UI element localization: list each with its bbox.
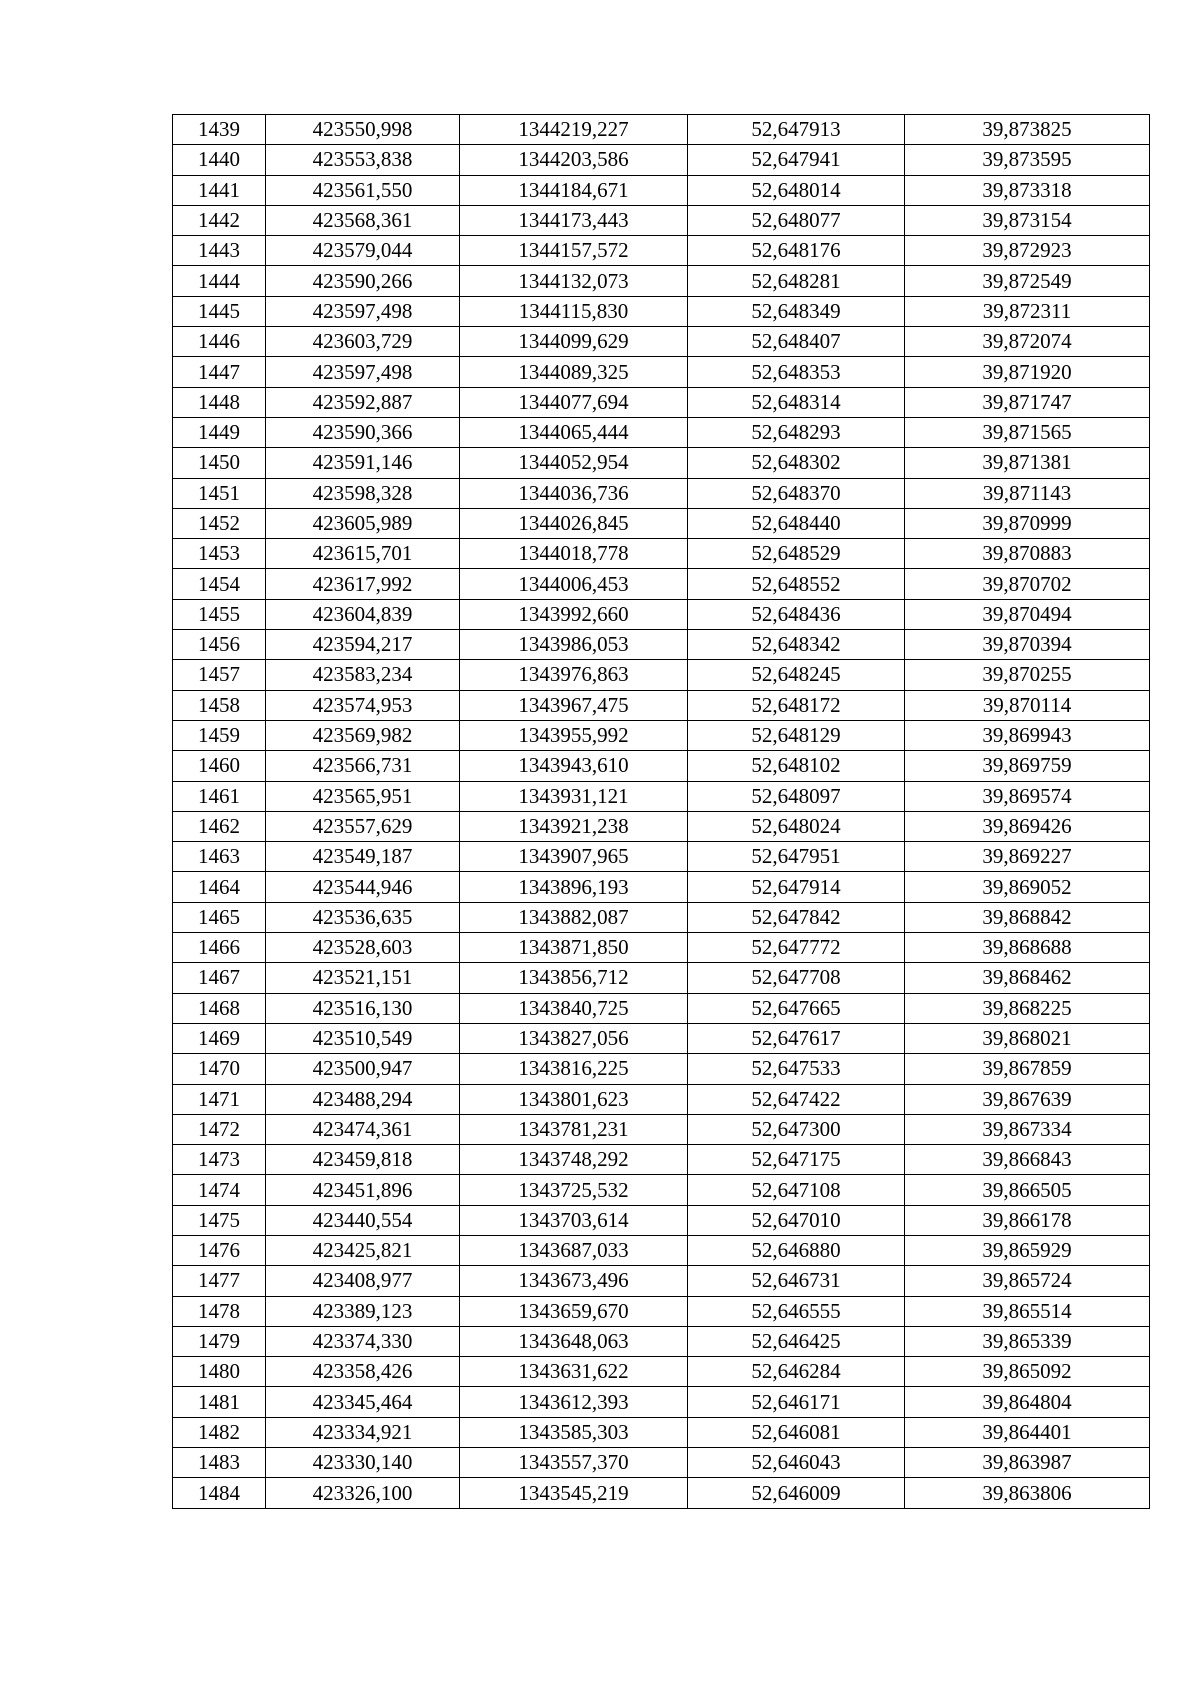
point-number-cell: 1472 [173, 1114, 266, 1144]
table-row [173, 1145, 1150, 1175]
point-number-cell: 1440 [173, 145, 266, 175]
x-coordinate-cell: 423590,366 [266, 417, 460, 447]
y-coordinate-cell: 1343631,622 [460, 1357, 688, 1387]
x-coordinate-cell: 423597,498 [266, 296, 460, 326]
x-coordinate-cell: 423389,123 [266, 1296, 460, 1326]
point-number-cell: 1477 [173, 1266, 266, 1296]
x-coordinate-cell: 423326,100 [266, 1478, 460, 1508]
table-row [173, 933, 1150, 963]
point-number-cell: 1439 [173, 115, 266, 145]
point-number-cell: 1482 [173, 1417, 266, 1447]
y-coordinate-cell: 1343687,033 [460, 1235, 688, 1265]
point-number-cell: 1468 [173, 993, 266, 1023]
longitude-cell: 39,870999 [905, 508, 1150, 538]
x-coordinate-cell: 423451,896 [266, 1175, 460, 1205]
latitude-cell: 52,647708 [688, 963, 905, 993]
table-row [173, 872, 1150, 902]
table-row [173, 175, 1150, 205]
point-number-cell: 1470 [173, 1054, 266, 1084]
y-coordinate-cell: 1343967,475 [460, 690, 688, 720]
latitude-cell: 52,648077 [688, 205, 905, 235]
point-number-cell: 1464 [173, 872, 266, 902]
table-row [173, 1235, 1150, 1265]
y-coordinate-cell: 1343648,063 [460, 1326, 688, 1356]
point-number-cell: 1460 [173, 751, 266, 781]
point-number-cell: 1467 [173, 963, 266, 993]
longitude-cell: 39,865092 [905, 1357, 1150, 1387]
latitude-cell: 52,648129 [688, 720, 905, 750]
y-coordinate-cell: 1344157,572 [460, 236, 688, 266]
point-number-cell: 1476 [173, 1235, 266, 1265]
y-coordinate-cell: 1343781,231 [460, 1114, 688, 1144]
x-coordinate-cell: 423544,946 [266, 872, 460, 902]
x-coordinate-cell: 423553,838 [266, 145, 460, 175]
x-coordinate-cell: 423561,550 [266, 175, 460, 205]
longitude-cell: 39,866843 [905, 1145, 1150, 1175]
x-coordinate-cell: 423408,977 [266, 1266, 460, 1296]
x-coordinate-cell: 423425,821 [266, 1235, 460, 1265]
y-coordinate-cell: 1343931,121 [460, 781, 688, 811]
latitude-cell: 52,647914 [688, 872, 905, 902]
y-coordinate-cell: 1343986,053 [460, 630, 688, 660]
table-row [173, 660, 1150, 690]
longitude-cell: 39,868688 [905, 933, 1150, 963]
point-number-cell: 1469 [173, 1023, 266, 1053]
table-row [173, 842, 1150, 872]
table-row [173, 296, 1150, 326]
x-coordinate-cell: 423549,187 [266, 842, 460, 872]
point-number-cell: 1450 [173, 448, 266, 478]
x-coordinate-cell: 423536,635 [266, 902, 460, 932]
y-coordinate-cell: 1344173,443 [460, 205, 688, 235]
longitude-cell: 39,870494 [905, 599, 1150, 629]
x-coordinate-cell: 423330,140 [266, 1448, 460, 1478]
table-row [173, 1114, 1150, 1144]
longitude-cell: 39,865514 [905, 1296, 1150, 1326]
table-row [173, 417, 1150, 447]
latitude-cell: 52,646425 [688, 1326, 905, 1356]
longitude-cell: 39,871920 [905, 357, 1150, 387]
y-coordinate-cell: 1343725,532 [460, 1175, 688, 1205]
y-coordinate-cell: 1343896,193 [460, 872, 688, 902]
table-row [173, 993, 1150, 1023]
table-row [173, 357, 1150, 387]
table-row [173, 1326, 1150, 1356]
x-coordinate-cell: 423565,951 [266, 781, 460, 811]
point-number-cell: 1474 [173, 1175, 266, 1205]
longitude-cell: 39,869426 [905, 811, 1150, 841]
x-coordinate-cell: 423516,130 [266, 993, 460, 1023]
y-coordinate-cell: 1343871,850 [460, 933, 688, 963]
longitude-cell: 39,869052 [905, 872, 1150, 902]
x-coordinate-cell: 423598,328 [266, 478, 460, 508]
latitude-cell: 52,648353 [688, 357, 905, 387]
table-row [173, 720, 1150, 750]
x-coordinate-cell: 423528,603 [266, 933, 460, 963]
longitude-cell: 39,870114 [905, 690, 1150, 720]
x-coordinate-cell: 423334,921 [266, 1417, 460, 1447]
x-coordinate-cell: 423440,554 [266, 1205, 460, 1235]
table-row [173, 1448, 1150, 1478]
longitude-cell: 39,872923 [905, 236, 1150, 266]
y-coordinate-cell: 1344052,954 [460, 448, 688, 478]
y-coordinate-cell: 1343907,965 [460, 842, 688, 872]
y-coordinate-cell: 1344115,830 [460, 296, 688, 326]
latitude-cell: 52,646555 [688, 1296, 905, 1326]
point-number-cell: 1443 [173, 236, 266, 266]
table-row [173, 811, 1150, 841]
longitude-cell: 39,869574 [905, 781, 1150, 811]
latitude-cell: 52,647842 [688, 902, 905, 932]
point-number-cell: 1452 [173, 508, 266, 538]
y-coordinate-cell: 1344065,444 [460, 417, 688, 447]
y-coordinate-cell: 1343921,238 [460, 811, 688, 841]
table-row [173, 1054, 1150, 1084]
table-row [173, 1357, 1150, 1387]
longitude-cell: 39,872549 [905, 266, 1150, 296]
longitude-cell: 39,866505 [905, 1175, 1150, 1205]
latitude-cell: 52,648440 [688, 508, 905, 538]
point-number-cell: 1465 [173, 902, 266, 932]
point-number-cell: 1449 [173, 417, 266, 447]
latitude-cell: 52,647772 [688, 933, 905, 963]
point-number-cell: 1447 [173, 357, 266, 387]
longitude-cell: 39,873825 [905, 115, 1150, 145]
y-coordinate-cell: 1344184,671 [460, 175, 688, 205]
point-number-cell: 1441 [173, 175, 266, 205]
table-row [173, 236, 1150, 266]
x-coordinate-cell: 423590,266 [266, 266, 460, 296]
point-number-cell: 1448 [173, 387, 266, 417]
y-coordinate-cell: 1343545,219 [460, 1478, 688, 1508]
latitude-cell: 52,648436 [688, 599, 905, 629]
table-row [173, 539, 1150, 569]
longitude-cell: 39,865724 [905, 1266, 1150, 1296]
longitude-cell: 39,864401 [905, 1417, 1150, 1447]
longitude-cell: 39,872074 [905, 327, 1150, 357]
y-coordinate-cell: 1343827,056 [460, 1023, 688, 1053]
y-coordinate-cell: 1343748,292 [460, 1145, 688, 1175]
y-coordinate-cell: 1343612,393 [460, 1387, 688, 1417]
longitude-cell: 39,871143 [905, 478, 1150, 508]
x-coordinate-cell: 423474,361 [266, 1114, 460, 1144]
table-row [173, 781, 1150, 811]
y-coordinate-cell: 1344026,845 [460, 508, 688, 538]
point-number-cell: 1455 [173, 599, 266, 629]
table-row [173, 387, 1150, 417]
longitude-cell: 39,873595 [905, 145, 1150, 175]
point-number-cell: 1442 [173, 205, 266, 235]
table-row [173, 569, 1150, 599]
longitude-cell: 39,873318 [905, 175, 1150, 205]
point-number-cell: 1454 [173, 569, 266, 599]
longitude-cell: 39,867639 [905, 1084, 1150, 1114]
point-number-cell: 1471 [173, 1084, 266, 1114]
latitude-cell: 52,647175 [688, 1145, 905, 1175]
longitude-cell: 39,869943 [905, 720, 1150, 750]
longitude-cell: 39,865929 [905, 1235, 1150, 1265]
latitude-cell: 52,646880 [688, 1235, 905, 1265]
y-coordinate-cell: 1343816,225 [460, 1054, 688, 1084]
longitude-cell: 39,867334 [905, 1114, 1150, 1144]
x-coordinate-cell: 423591,146 [266, 448, 460, 478]
x-coordinate-cell: 423603,729 [266, 327, 460, 357]
latitude-cell: 52,648293 [688, 417, 905, 447]
table-row [173, 1266, 1150, 1296]
point-number-cell: 1466 [173, 933, 266, 963]
table-row [173, 963, 1150, 993]
longitude-cell: 39,868225 [905, 993, 1150, 1023]
x-coordinate-cell: 423604,839 [266, 599, 460, 629]
latitude-cell: 52,648370 [688, 478, 905, 508]
longitude-cell: 39,870394 [905, 630, 1150, 660]
latitude-cell: 52,647913 [688, 115, 905, 145]
latitude-cell: 52,646171 [688, 1387, 905, 1417]
x-coordinate-cell: 423592,887 [266, 387, 460, 417]
table-row [173, 266, 1150, 296]
x-coordinate-cell: 423568,361 [266, 205, 460, 235]
table-row [173, 508, 1150, 538]
longitude-cell: 39,868842 [905, 902, 1150, 932]
y-coordinate-cell: 1344036,736 [460, 478, 688, 508]
table-row [173, 1084, 1150, 1114]
latitude-cell: 52,647422 [688, 1084, 905, 1114]
latitude-cell: 52,648529 [688, 539, 905, 569]
longitude-cell: 39,865339 [905, 1326, 1150, 1356]
table-row [173, 1387, 1150, 1417]
y-coordinate-cell: 1344018,778 [460, 539, 688, 569]
x-coordinate-cell: 423557,629 [266, 811, 460, 841]
latitude-cell: 52,647010 [688, 1205, 905, 1235]
latitude-cell: 52,648245 [688, 660, 905, 690]
latitude-cell: 52,646284 [688, 1357, 905, 1387]
y-coordinate-cell: 1343856,712 [460, 963, 688, 993]
coordinates-table [172, 114, 1150, 1509]
table-row [173, 1205, 1150, 1235]
latitude-cell: 52,648097 [688, 781, 905, 811]
longitude-cell: 39,866178 [905, 1205, 1150, 1235]
y-coordinate-cell: 1344219,227 [460, 115, 688, 145]
y-coordinate-cell: 1344089,325 [460, 357, 688, 387]
longitude-cell: 39,864804 [905, 1387, 1150, 1417]
latitude-cell: 52,647108 [688, 1175, 905, 1205]
latitude-cell: 52,648349 [688, 296, 905, 326]
longitude-cell: 39,871565 [905, 417, 1150, 447]
latitude-cell: 52,648172 [688, 690, 905, 720]
table-row [173, 1175, 1150, 1205]
x-coordinate-cell: 423594,217 [266, 630, 460, 660]
longitude-cell: 39,871381 [905, 448, 1150, 478]
latitude-cell: 52,648102 [688, 751, 905, 781]
x-coordinate-cell: 423459,818 [266, 1145, 460, 1175]
point-number-cell: 1461 [173, 781, 266, 811]
coordinates-table-body [173, 115, 1150, 1509]
x-coordinate-cell: 423345,464 [266, 1387, 460, 1417]
y-coordinate-cell: 1343955,992 [460, 720, 688, 750]
latitude-cell: 52,648407 [688, 327, 905, 357]
x-coordinate-cell: 423574,953 [266, 690, 460, 720]
latitude-cell: 52,648281 [688, 266, 905, 296]
table-row [173, 902, 1150, 932]
y-coordinate-cell: 1343976,863 [460, 660, 688, 690]
table-row [173, 599, 1150, 629]
longitude-cell: 39,863987 [905, 1448, 1150, 1478]
point-number-cell: 1453 [173, 539, 266, 569]
longitude-cell: 39,863806 [905, 1478, 1150, 1508]
x-coordinate-cell: 423617,992 [266, 569, 460, 599]
x-coordinate-cell: 423374,330 [266, 1326, 460, 1356]
y-coordinate-cell: 1343585,303 [460, 1417, 688, 1447]
point-number-cell: 1457 [173, 660, 266, 690]
point-number-cell: 1445 [173, 296, 266, 326]
longitude-cell: 39,869759 [905, 751, 1150, 781]
point-number-cell: 1444 [173, 266, 266, 296]
table-row [173, 1023, 1150, 1053]
latitude-cell: 52,647300 [688, 1114, 905, 1144]
y-coordinate-cell: 1343943,610 [460, 751, 688, 781]
y-coordinate-cell: 1343673,496 [460, 1266, 688, 1296]
y-coordinate-cell: 1344077,694 [460, 387, 688, 417]
latitude-cell: 52,648024 [688, 811, 905, 841]
x-coordinate-cell: 423566,731 [266, 751, 460, 781]
point-number-cell: 1480 [173, 1357, 266, 1387]
latitude-cell: 52,647941 [688, 145, 905, 175]
latitude-cell: 52,648314 [688, 387, 905, 417]
latitude-cell: 52,648014 [688, 175, 905, 205]
latitude-cell: 52,647665 [688, 993, 905, 1023]
latitude-cell: 52,647617 [688, 1023, 905, 1053]
point-number-cell: 1475 [173, 1205, 266, 1235]
longitude-cell: 39,870255 [905, 660, 1150, 690]
y-coordinate-cell: 1343992,660 [460, 599, 688, 629]
table-row [173, 690, 1150, 720]
table-row [173, 115, 1150, 145]
latitude-cell: 52,647533 [688, 1054, 905, 1084]
x-coordinate-cell: 423550,998 [266, 115, 460, 145]
point-number-cell: 1473 [173, 1145, 266, 1175]
table-row [173, 478, 1150, 508]
x-coordinate-cell: 423583,234 [266, 660, 460, 690]
table-row [173, 327, 1150, 357]
latitude-cell: 52,646731 [688, 1266, 905, 1296]
y-coordinate-cell: 1343703,614 [460, 1205, 688, 1235]
point-number-cell: 1483 [173, 1448, 266, 1478]
latitude-cell: 52,648342 [688, 630, 905, 660]
y-coordinate-cell: 1343882,087 [460, 902, 688, 932]
longitude-cell: 39,872311 [905, 296, 1150, 326]
latitude-cell: 52,646081 [688, 1417, 905, 1447]
y-coordinate-cell: 1343801,623 [460, 1084, 688, 1114]
x-coordinate-cell: 423358,426 [266, 1357, 460, 1387]
longitude-cell: 39,868462 [905, 963, 1150, 993]
longitude-cell: 39,870702 [905, 569, 1150, 599]
point-number-cell: 1446 [173, 327, 266, 357]
table-row [173, 205, 1150, 235]
x-coordinate-cell: 423579,044 [266, 236, 460, 266]
longitude-cell: 39,870883 [905, 539, 1150, 569]
x-coordinate-cell: 423488,294 [266, 1084, 460, 1114]
table-row [173, 1296, 1150, 1326]
latitude-cell: 52,648552 [688, 569, 905, 599]
longitude-cell: 39,873154 [905, 205, 1150, 235]
longitude-cell: 39,871747 [905, 387, 1150, 417]
y-coordinate-cell: 1344099,629 [460, 327, 688, 357]
x-coordinate-cell: 423510,549 [266, 1023, 460, 1053]
y-coordinate-cell: 1344203,586 [460, 145, 688, 175]
table-row [173, 1478, 1150, 1508]
point-number-cell: 1484 [173, 1478, 266, 1508]
table-row [173, 751, 1150, 781]
longitude-cell: 39,867859 [905, 1054, 1150, 1084]
latitude-cell: 52,647951 [688, 842, 905, 872]
y-coordinate-cell: 1344006,453 [460, 569, 688, 599]
latitude-cell: 52,648176 [688, 236, 905, 266]
longitude-cell: 39,869227 [905, 842, 1150, 872]
point-number-cell: 1463 [173, 842, 266, 872]
point-number-cell: 1458 [173, 690, 266, 720]
y-coordinate-cell: 1344132,073 [460, 266, 688, 296]
latitude-cell: 52,648302 [688, 448, 905, 478]
latitude-cell: 52,646043 [688, 1448, 905, 1478]
point-number-cell: 1459 [173, 720, 266, 750]
point-number-cell: 1481 [173, 1387, 266, 1417]
point-number-cell: 1456 [173, 630, 266, 660]
x-coordinate-cell: 423597,498 [266, 357, 460, 387]
x-coordinate-cell: 423569,982 [266, 720, 460, 750]
x-coordinate-cell: 423500,947 [266, 1054, 460, 1084]
point-number-cell: 1451 [173, 478, 266, 508]
table-row [173, 630, 1150, 660]
point-number-cell: 1479 [173, 1326, 266, 1356]
y-coordinate-cell: 1343659,670 [460, 1296, 688, 1326]
table-row [173, 448, 1150, 478]
longitude-cell: 39,868021 [905, 1023, 1150, 1053]
x-coordinate-cell: 423605,989 [266, 508, 460, 538]
table-row [173, 1417, 1150, 1447]
table-row [173, 145, 1150, 175]
point-number-cell: 1478 [173, 1296, 266, 1326]
point-number-cell: 1462 [173, 811, 266, 841]
x-coordinate-cell: 423615,701 [266, 539, 460, 569]
y-coordinate-cell: 1343557,370 [460, 1448, 688, 1478]
y-coordinate-cell: 1343840,725 [460, 993, 688, 1023]
latitude-cell: 52,646009 [688, 1478, 905, 1508]
x-coordinate-cell: 423521,151 [266, 963, 460, 993]
